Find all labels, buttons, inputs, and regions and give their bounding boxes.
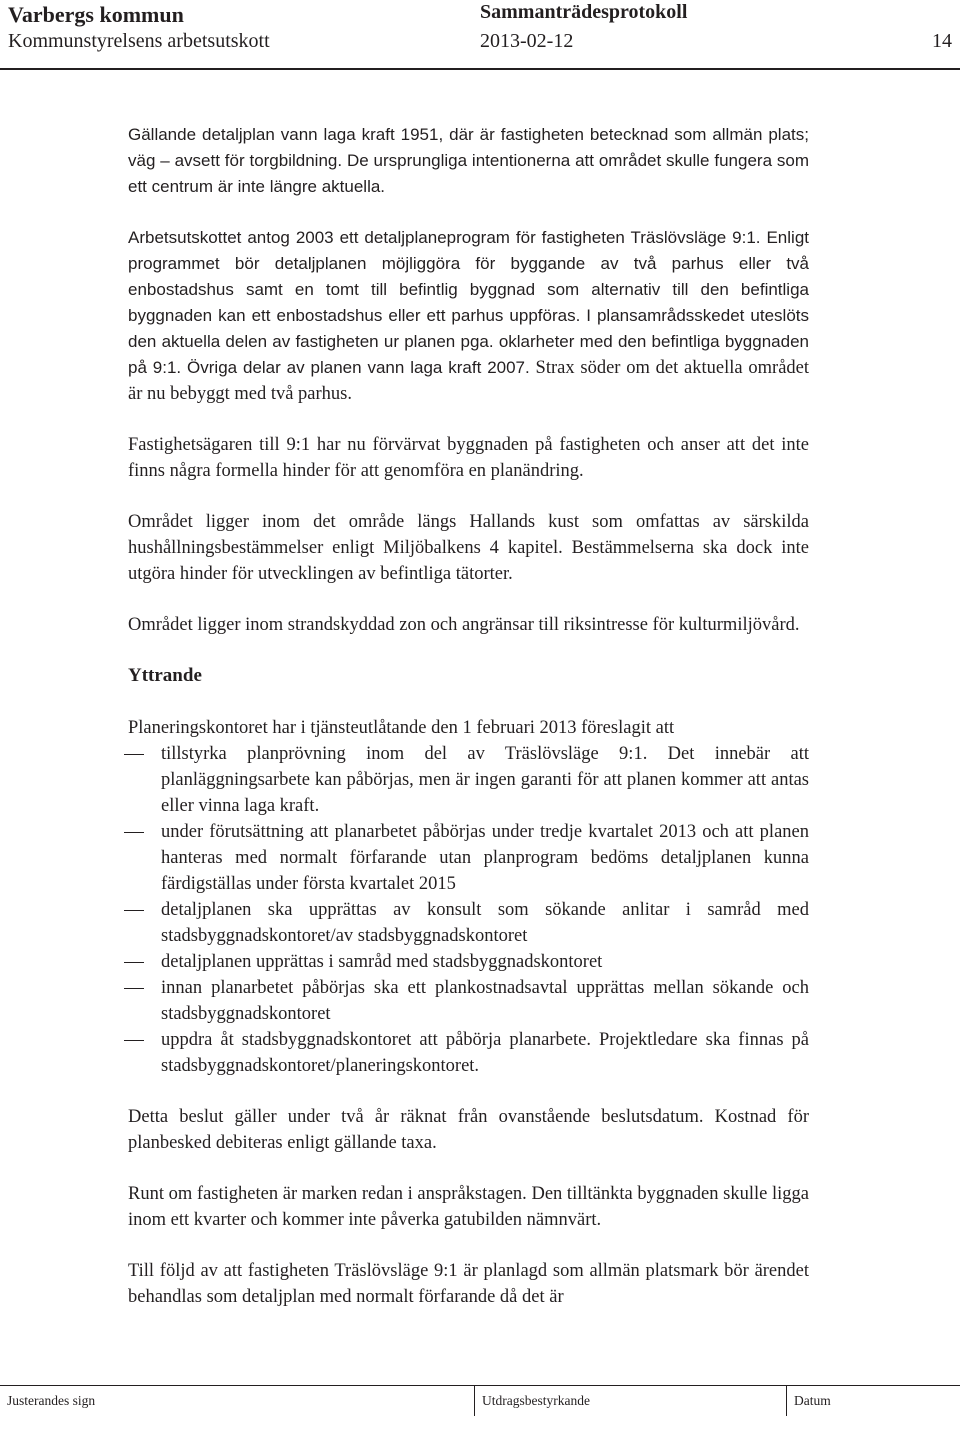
proposal-list — [128, 741, 809, 1079]
program-paragraph-part-2: I plansamrådsskedet uteslöts den aktuella delen av fastigheten ur planen pga. oklarheter med den befintliga byggnaden på 9:1. Övriga delar av planen vann laga kraft 2007. — [128, 306, 809, 377]
owner-paragraph: Fastighetsägaren till 9:1 har nu förvärvat byggnaden på fastigheten och anser att det inte finns några formella hinder för att genomföra en planändring. — [128, 435, 809, 481]
document-type: Sammanträdesprotokoll — [480, 1, 688, 23]
page-number: 14 — [932, 30, 952, 52]
date-field: Datum — [786, 1386, 960, 1416]
program-paragraph — [128, 225, 809, 407]
header-divider — [0, 68, 960, 70]
background-paragraph: Gällande detaljplan vann laga kraft 1951, där är fastigheten betecknad som allmän plats; väg – avsett för torgbildning. De ursprungliga intentionerna att området skulle fungera som ett centrum är inte längre aktuella. — [128, 125, 809, 196]
list-item: under förutsättning att planarbetet påbörjas under tredje kvartalet 2013 och att planen hanteras med normalt förfarande utan planprogram bedöms detaljplanen kunna färdigställas under första kvartalet 2015 — [128, 819, 809, 897]
list-item: tillstyrka planprövning inom del av Träslövsläge 9:1. Det innebär att planläggningsarbete kan påbörjas, men är ingen garanti för att planen kommer att antas eller vinna laga kraft. — [128, 741, 809, 819]
section-heading: Yttrande — [128, 665, 202, 686]
list-item: uppdra åt stadsbyggnadskontoret att påbörja planarbete. Projektledare ska finnas på stadsbyggnadskontoret/planeringskontoret. — [128, 1027, 809, 1079]
certification-field: Utdragsbestyrkande — [474, 1386, 786, 1416]
statement-intro: Planeringskontoret har i tjänsteutlåtande den 1 februari 2013 föreslagit att — [128, 718, 675, 738]
procedure-paragraph: Till följd av att fastigheten Träslövsläge 9:1 är planlagd som allmän platsmark bör ärendet behandlas som detaljplan med normalt förfarande då det är — [128, 1261, 809, 1307]
surroundings-paragraph: Runt om fastigheten är marken redan i anspråkstagen. Den tilltänkta byggnaden skulle ligga inom ett kvarter och kommer inte påverka gatubilden nämnvärt. — [128, 1184, 809, 1230]
list-item: detaljplanen upprättas i samråd med stadsbyggnadskontoret — [128, 949, 809, 975]
list-item: innan planarbetet påbörjas ska ett plankostnadsavtal upprättas mellan sökande och stadsbyggnadskontoret — [128, 975, 809, 1027]
program-paragraph-part-1: Arbetsutskottet antog 2003 ett detaljplaneprogram för fastigheten Träslövsläge 9:1. Enligt programmet bör detaljplanen möjliggöra för byggande av två parhus eller två enbostadshus samt en tomt till befintlig byggnad som alternativ till den befintliga byggnaden kan ett enbostadshus eller ett parhus uppföras. — [128, 228, 809, 325]
organization-name: Varbergs kommun — [8, 2, 184, 27]
signature-field: Justerandes sign — [7, 1393, 96, 1408]
committee-name: Kommunstyrelsens arbetsutskott — [8, 30, 270, 52]
page-header — [0, 0, 960, 72]
document-body — [128, 122, 809, 1335]
validity-paragraph: Detta beslut gäller under två år räknat från ovanstående beslutsdatum. Kostnad för planbesked debiteras enligt gällande taxa. — [128, 1107, 809, 1153]
page-footer — [0, 1385, 960, 1416]
shore-protection-paragraph: Området ligger inom strandskyddad zon och angränsar till riksintresse för kulturmiljövård. — [128, 615, 800, 635]
meeting-date: 2013-02-12 — [480, 30, 574, 52]
list-item: detaljplanen ska upprättas av konsult som sökande anlitar i samråd med stadsbyggnadskontoret/av stadsbyggnadskontoret — [128, 897, 809, 949]
program-paragraph-part-3: Strax söder om det aktuella området är nu bebyggt med två parhus. — [128, 358, 810, 404]
coastal-paragraph: Området ligger inom det område längs Hallands kust som omfattas av särskilda hushållningsbestämmelser enligt Miljöbalkens 4 kapitel. Bestämmelserna ska dock inte utgöra hinder för utvecklingen av befintliga tätorter. — [128, 512, 809, 584]
